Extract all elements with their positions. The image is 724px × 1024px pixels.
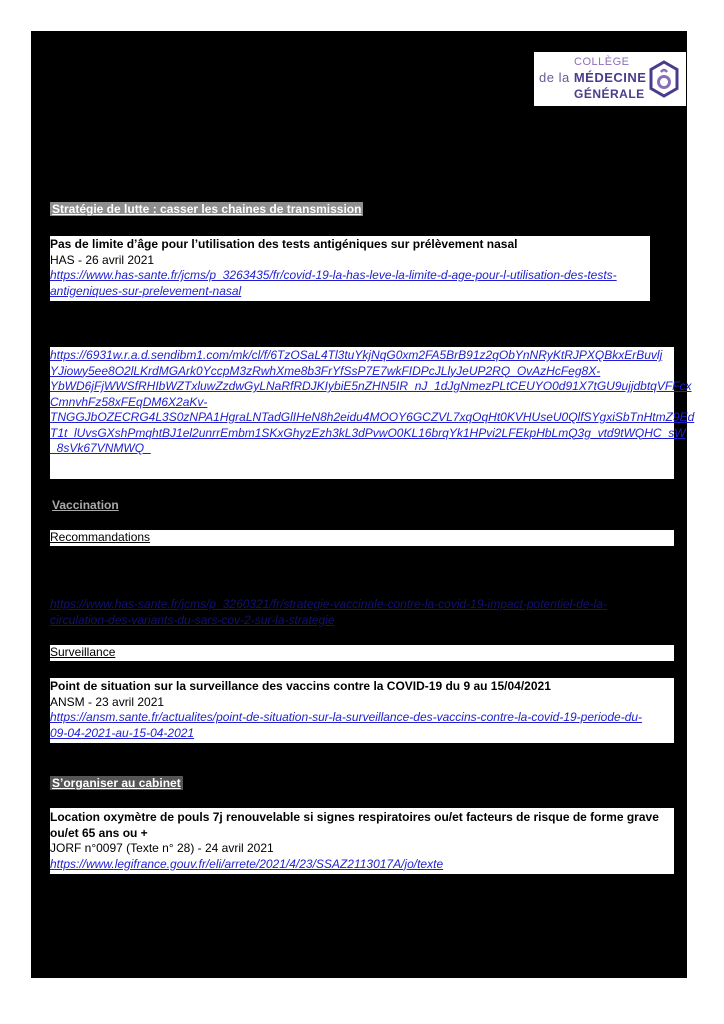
reco-link-line-1[interactable]: https://www.has-sante.fr/jcms/p_3260321/fr/strategie-vaccinale-contre-la-covid-19-impact-potentiel-de-la- <box>50 597 607 611</box>
college-medecine-generale-logo <box>534 52 686 106</box>
reco-link-block <box>50 597 674 628</box>
logo-line-2: de la MÉDECINE <box>539 70 647 85</box>
item-title-line-2: ou/et 65 ans ou + <box>50 825 148 840</box>
logo-line-1: COLLÈGE <box>574 56 630 68</box>
sendib-link-block <box>50 347 695 479</box>
reco-link-line-2[interactable]: circulation-des-variants-du-sars-cov-2-sur-la-strategie <box>50 612 335 627</box>
item-title: Point de situation sur la surveillance des vaccins contre la COVID-19 du 9 au 15/04/2021 <box>50 679 551 693</box>
sendib-link-line[interactable]: YJiowy5ee8O2lLKrdMGArk0YccpM3zRwhXme8b3FrYfSsP7E7wkFIDPcJLlyJeUP2RQ_OvAzHcFeg8X- <box>50 363 601 378</box>
item-link-line-2[interactable]: 09-04-2021-au-15-04-2021 <box>50 725 195 740</box>
sendib-link-line[interactable]: YbWD6jFjWWSfRHIbWZTxluwZzdwGyLNaRfRDJKIybiE5nZHN5IR_nJ_1dJgNmezPLtCEUYO0d91X7tGU9ujjdbtqVFFcx <box>50 379 692 393</box>
subheading-surveillance <box>50 645 674 661</box>
sendib-link-line[interactable]: TNGGJbOZECRG4L3S0zNPA1HgraLNTadGlIHeN8h2eidu4MOOY6GCZVL7xqOqHt0KVHUseU0QlfSYgxiSbTnHtmZ9Ed <box>50 410 695 424</box>
sendib-link-line[interactable]: _8sVk67VNMWQ_ <box>50 441 151 455</box>
surveillance-label: Surveillance <box>50 645 116 659</box>
sendib-link-line[interactable]: T1t_lUvsGXshPmqhtBJ1el2unrrEmbm1SKxGhyzEzh3kL3dPvwO0KL16brqYk1HPvi2LFEkpHbLmQ3g_vtd9tWQHC_sW <box>50 425 686 440</box>
news-item-has-tests <box>50 236 650 301</box>
section-heading-strategie: Stratégie de lutte : casser les chaines de transmission <box>52 202 362 216</box>
item-title-line-1: Location oxymètre de pouls 7j renouvelable si signes respiratoires ou/et facteurs de risque de forme grave <box>50 810 659 824</box>
item-link-line-1[interactable]: https://ansm.sante.fr/actualites/point-de-situation-sur-la-surveillance-des-vaccins-contre-la-covid-19-periode-du- <box>50 710 643 724</box>
news-item-oxymetre <box>50 808 674 874</box>
sendib-link-line[interactable]: https://6931w.r.a.d.sendibm1.com/mk/cl/f/6TzOSaL4Tl3tuYkjNqG0xm2FA5BrB91z2qObYnNRyKtRJPXQBkxErBuvlj <box>50 348 663 362</box>
subheading-recommandations <box>50 530 674 546</box>
recommandations-label: Recommandations <box>50 530 151 544</box>
item-source: JORF n°0097 (Texte n° 28) - 24 avril 2021 <box>50 841 274 855</box>
item-source: HAS - 26 avril 2021 <box>50 252 155 267</box>
item-title: Pas de limite d’âge pour l’utilisation des tests antigéniques sur prélèvement nasal <box>50 237 518 251</box>
hexagon-logo-icon <box>648 60 680 98</box>
section-heading-cabinet: S’organiser au cabinet <box>52 776 181 790</box>
logo-line-3: GÉNÉRALE <box>574 87 645 101</box>
section-heading-vaccination: Vaccination <box>52 498 119 512</box>
item-link[interactable]: https://www.legifrance.gouv.fr/eli/arrete/2021/4/23/SSAZ2113017A/jo/texte <box>50 856 444 871</box>
item-link-line-2[interactable]: antigeniques-sur-prelevement-nasal <box>50 283 242 298</box>
sendib-link-line[interactable]: CmnvhFz58xFEqDM6X2aKv- <box>50 394 208 409</box>
news-item-ansm <box>50 678 674 743</box>
item-link-line-1[interactable]: https://www.has-sante.fr/jcms/p_3263435/fr/covid-19-la-has-leve-la-limite-d-age-pour-l-utilisation-des-tests- <box>50 268 617 282</box>
item-source: ANSM - 23 avril 2021 <box>50 694 165 709</box>
